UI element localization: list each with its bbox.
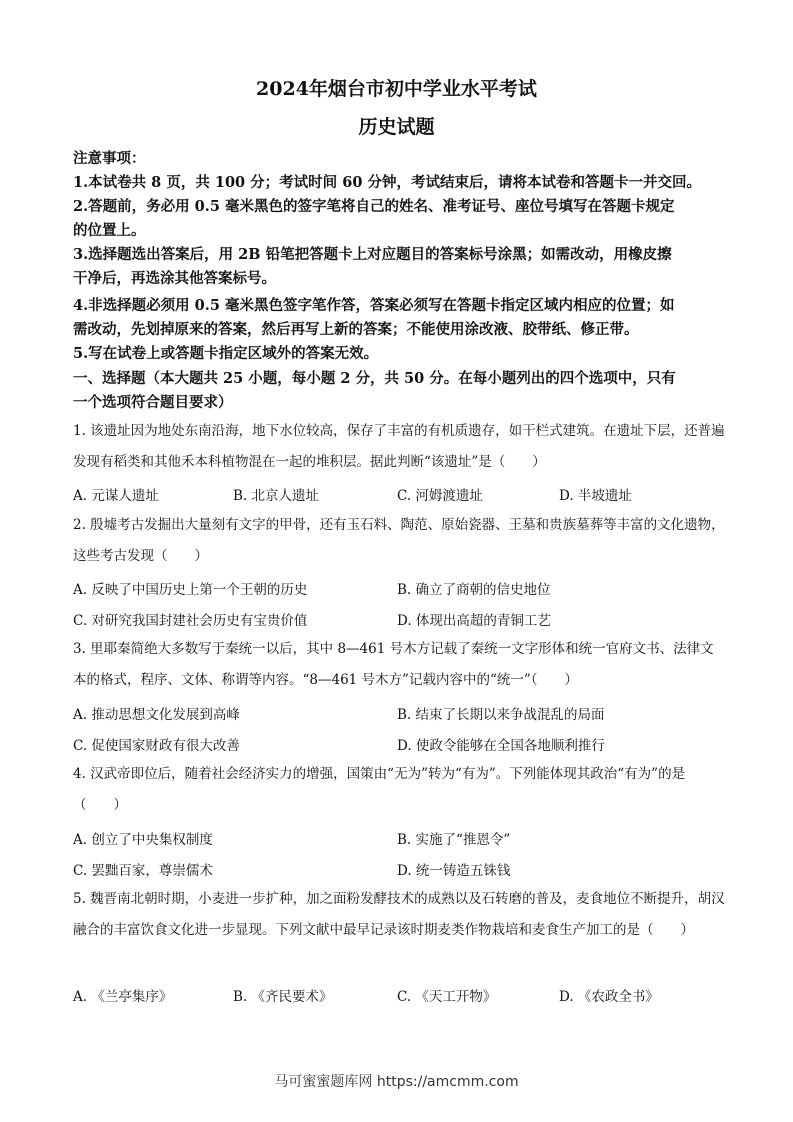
notice-line: 2.答题前，务必用 0.5 毫米黑色的签字笔将自己的姓名、准考证号、座位号填写在答题卡规定	[73, 198, 675, 215]
page-title: 2024年烟台市初中学业水平考试	[256, 78, 537, 100]
option-b: B. 北京人遗址	[233, 488, 320, 504]
notice-line: 5.写在试卷上或答题卡指定区域外的答案无效。	[73, 345, 379, 362]
option-b: B. 确立了商朝的信史地位	[397, 582, 551, 598]
notice-line: 4.非选择题必须用 0.5 毫米黑色签字笔作答，答案必须写在答题卡指定区域内相应的位置；如	[73, 297, 675, 314]
section-heading: 一、选择题（本大题共 25 小题，每小题 2 分，共 50 分。在每小题列出的四个选项中，只有	[73, 370, 676, 387]
option-c: C. 促使国家财政有很大改善	[73, 738, 240, 754]
notice-line: 干净后，再选涂其他答案标号。	[73, 270, 276, 287]
page-subtitle: 历史试题	[358, 116, 435, 138]
option-c: C. 对研究我国封建社会历史有宝贵价值	[73, 613, 308, 629]
section-heading-cont: 一个选项符合题目要求）	[73, 394, 233, 411]
option-a: A. 《兰亭集序》	[73, 989, 173, 1005]
option-d: D. 《农政全书》	[559, 989, 659, 1005]
option-d: D. 统一铸造五铢钱	[397, 863, 511, 879]
question-2-stem: 2. 殷墟考古发掘出大量刻有文字的甲骨，还有玉石料、陶范、原始瓷器、王墓和贵族墓葬等丰富的文化遗物，这些考古发现（ ）	[73, 517, 725, 564]
option-a: A. 创立了中央集权制度	[73, 832, 213, 848]
option-a: A. 反映了中国历史上第一个王朝的历史	[73, 582, 308, 598]
option-b: B. 结束了长期以来争战混乱的局面	[397, 707, 605, 723]
notice-line: 的位置上。	[73, 222, 146, 239]
notice-line: 3.选择题选出答案后，用 2B 铅笔把答题卡上对应题目的答案标号涂黑；如需改动，用橡皮擦	[73, 246, 672, 263]
option-d: D. 体现出高超的青铜工艺	[397, 613, 551, 629]
option-d: D. 使政令能够在全国各地顺利推行	[397, 738, 605, 754]
option-b: B. 实施了“推恩令”	[397, 832, 511, 848]
question-4-stem: 4. 汉武帝即位后，随着社会经济实力的增强，国策由“无为”转为“有为”。下列能体现其政治“有为”的是（ ）	[73, 766, 686, 813]
notice-line: 1.本试卷共 8 页，共 100 分；考试时间 60 分钟，考试结束后，请将本试卷和答题卡一并交回。	[73, 174, 701, 191]
option-c: C. 《天工开物》	[397, 989, 497, 1005]
notice-line: 需改动，先划掉原来的答案，然后再写上新的答案；不能使用涂改液、胶带纸、修正带。	[73, 321, 639, 338]
option-c: C. 罢黜百家，尊崇儒术	[73, 863, 213, 879]
option-c: C. 河姆渡遗址	[397, 488, 483, 504]
question-1-stem: 1. 该遗址因为地处东南沿海，地下水位较高，保存了丰富的有机质遗存，如干栏式建筑。在遗址下层，还普遍发现有稻类和其他禾本科植物混在一起的堆积层。据此判断“该遗址”是（ ）	[73, 423, 725, 470]
question-5-stem: 5. 魏晋南北朝时期，小麦进一步扩种，加之面粉发酵技术的成熟以及石转磨的普及，麦食地位不断提升，胡汉融合的丰富饮食文化进一步显现。下列文献中最早记录该时期麦类作物栽培和麦食生产加工的是（ ）	[73, 891, 725, 938]
option-d: D. 半坡遗址	[559, 488, 632, 504]
notice-heading: 注意事项：	[73, 150, 146, 167]
option-b: B. 《齐民要术》	[233, 989, 333, 1005]
question-3-stem: 3. 里耶秦简绝大多数写于秦统一以后，其中 8—461 号木方记载了秦统一文字形体和统一官府文书、法律文本的格式，程序、文体、称谓等内容。“8—461 号木方”记载内容中的“统一”（ ）	[73, 641, 714, 688]
footer-watermark: 马可蜜蜜题库网 https://amcmm.com	[274, 1074, 519, 1090]
option-a: A. 元谋人遗址	[73, 488, 159, 504]
option-a: A. 推动思想文化发展到高峰	[73, 707, 240, 723]
